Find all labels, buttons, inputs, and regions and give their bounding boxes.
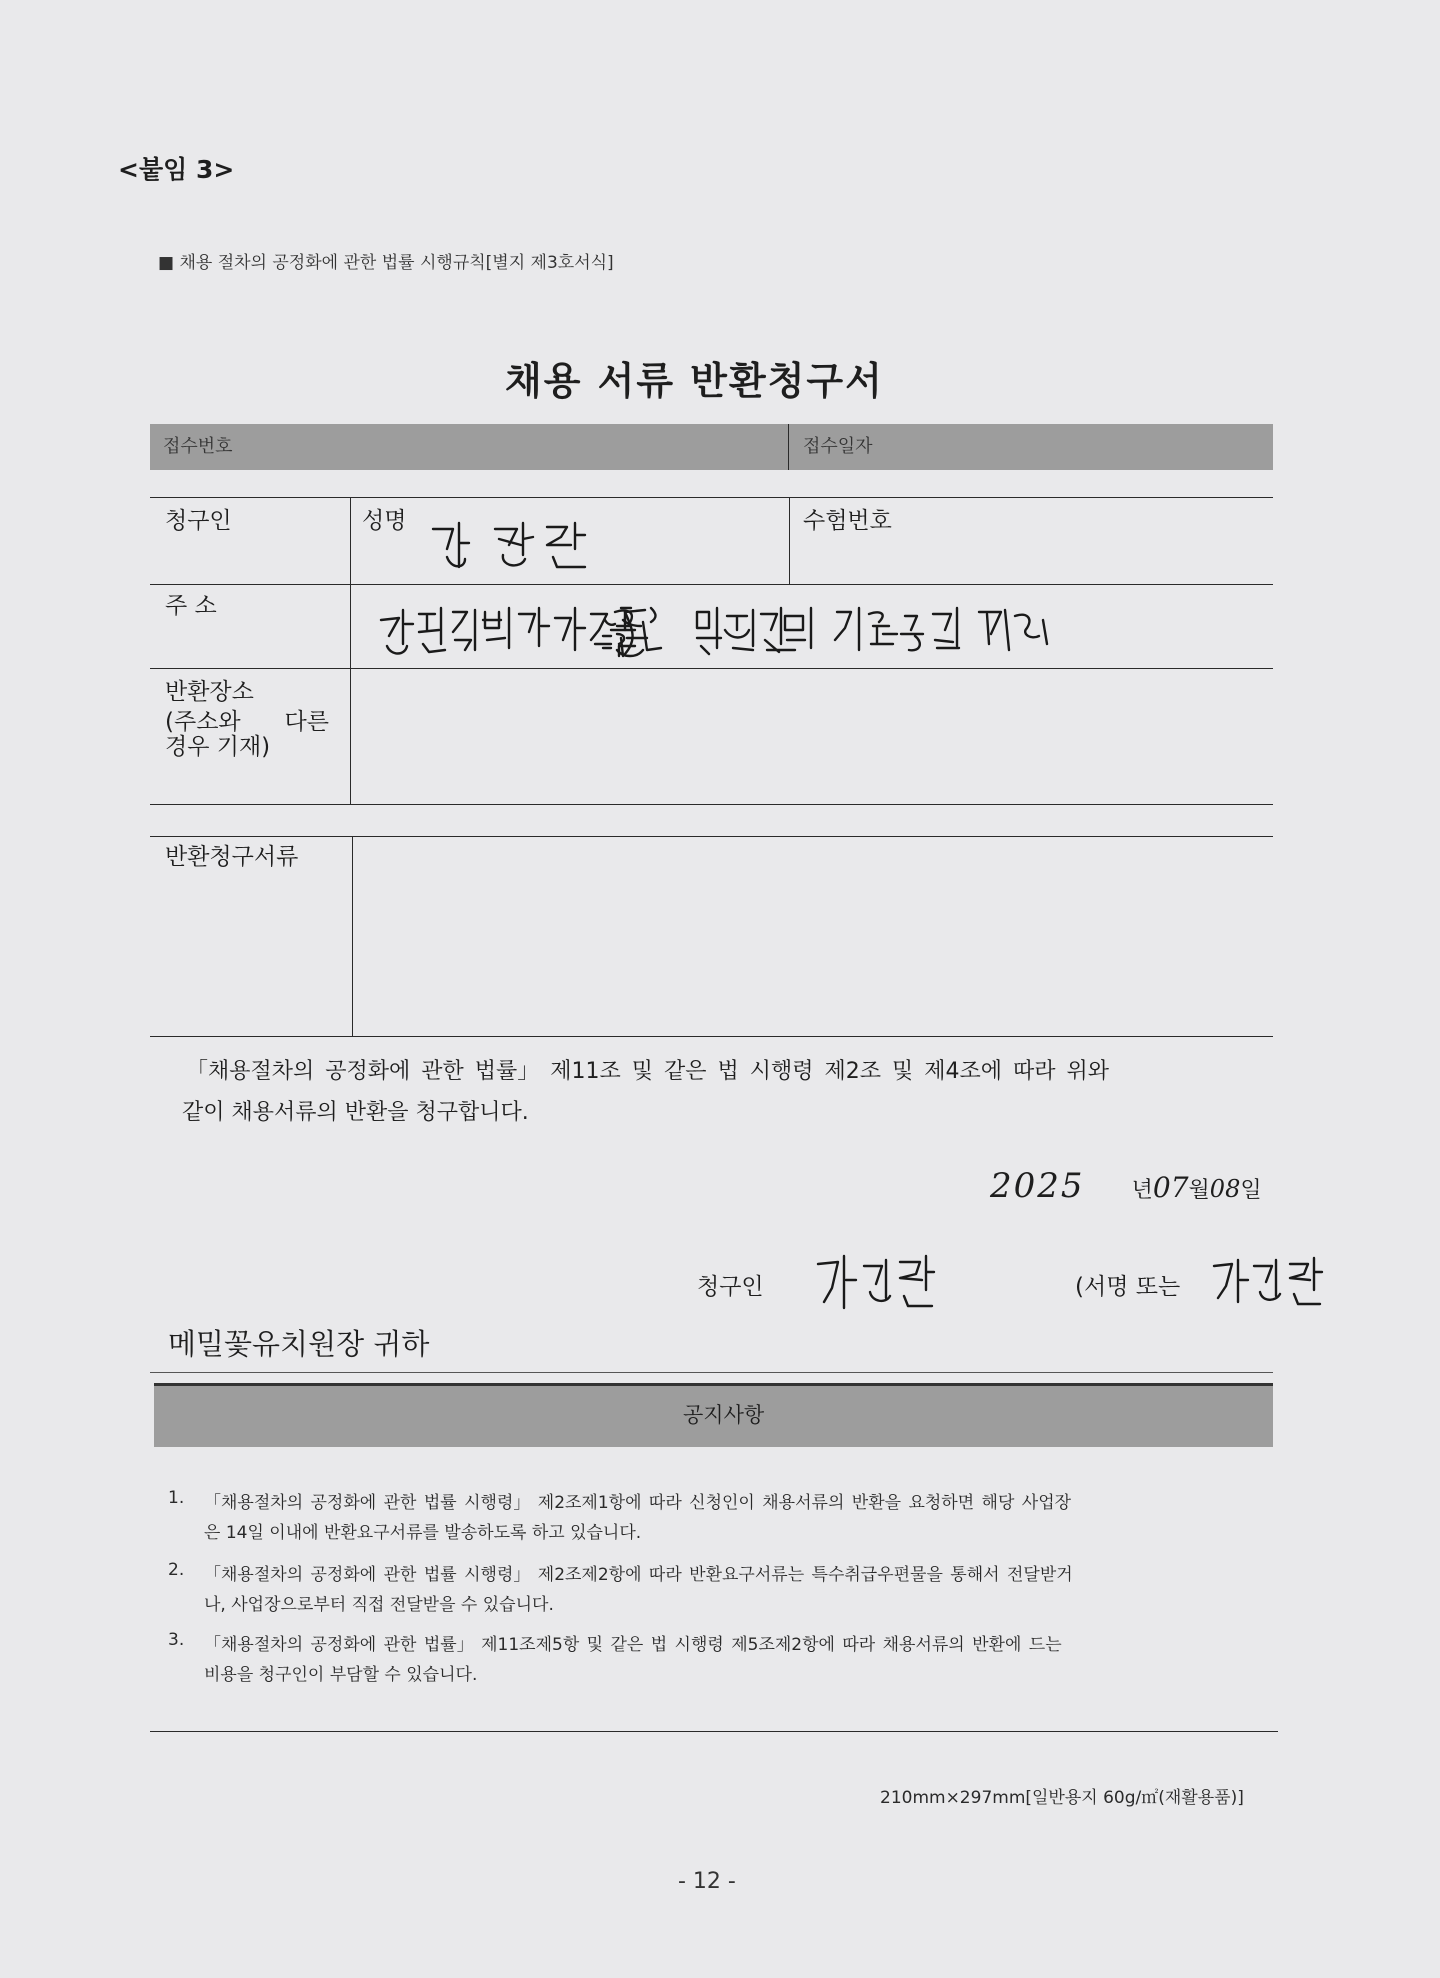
notice-item bbox=[168, 1488, 1278, 1560]
notice-item bbox=[168, 1630, 1278, 1700]
page-number: - 12 - bbox=[678, 1869, 736, 1894]
claimant-signature bbox=[812, 1250, 937, 1320]
date-month: 07 bbox=[1152, 1171, 1189, 1204]
table-line bbox=[150, 668, 1273, 669]
table-line bbox=[789, 497, 790, 584]
table-line bbox=[150, 584, 1273, 585]
notice-item-line-2: 나, 사업장으로부터 직접 전달받을 수 있습니다. bbox=[204, 1595, 554, 1615]
date-day: 08 bbox=[1209, 1175, 1241, 1203]
table-line bbox=[150, 497, 1273, 498]
notice-item bbox=[168, 1560, 1278, 1630]
date-month-suffix: 월 bbox=[1188, 1178, 1210, 1203]
date-day-suffix: 일 bbox=[1240, 1178, 1262, 1203]
notice-bottom-line bbox=[150, 1731, 1278, 1732]
form-title: 채용 서류 반환청구서 bbox=[505, 359, 884, 403]
date-year: 2025 bbox=[990, 1166, 1085, 1206]
claimant-label: 청구인 bbox=[165, 508, 232, 534]
name-label: 성명 bbox=[362, 508, 407, 534]
date-line bbox=[990, 1166, 1262, 1206]
table-line bbox=[150, 804, 1273, 805]
addressee: 메밀꽃유치원장 귀하 bbox=[168, 1327, 430, 1361]
return-place-label-3: 경우 기재) bbox=[165, 734, 271, 760]
notice-item-line-2: 비용을 청구인이 부담할 수 있습니다. bbox=[204, 1665, 478, 1685]
receipt-divider bbox=[788, 424, 789, 470]
paper-spec: 210mm×297mm[일반용지 60g/㎡(재활용품)] bbox=[880, 1788, 1244, 1808]
notice-item-line-1: 「채용절차의 공정화에 관한 법률」 제11조제5항 및 같은 법 시행령 제5조제2항에 따라 채용서류의 반환에 드는 bbox=[204, 1635, 1062, 1655]
handwritten-address bbox=[375, 600, 1065, 665]
notice-item-line-1: 「채용절차의 공정화에 관한 법률 시행령」 제2조제2항에 따라 반환요구서류는 특수취급우편물을 통해서 전달받거 bbox=[204, 1565, 1073, 1585]
notice-item-number: 1. bbox=[168, 1488, 185, 1508]
receipt-number-label: 접수번호 bbox=[163, 436, 233, 457]
table-line bbox=[350, 497, 351, 804]
notice-top-line bbox=[150, 1372, 1273, 1373]
notice-list bbox=[168, 1488, 1278, 1700]
legal-basis: ■ 채용 절차의 공정화에 관한 법률 시행규칙[별지 제3호서식] bbox=[158, 253, 614, 273]
signature-claimant-label: 청구인 bbox=[697, 1274, 764, 1300]
sign-or-seal-label: (서명 또는 bbox=[1075, 1274, 1181, 1300]
return-place-label-1: 반환장소 bbox=[165, 679, 254, 705]
table-line bbox=[352, 836, 353, 1036]
receipt-date-label: 접수일자 bbox=[803, 436, 873, 457]
statement-line-2: 같이 채용서류의 반환을 청구합니다. bbox=[182, 1100, 529, 1125]
return-place-label-2: (주소와 다른 bbox=[165, 709, 329, 735]
notice-header: 공지사항 bbox=[683, 1403, 765, 1427]
handwritten-name bbox=[425, 515, 605, 575]
receipt-row bbox=[150, 424, 1273, 470]
notice-item-number: 2. bbox=[168, 1560, 185, 1580]
exam-number-label: 수험번호 bbox=[803, 508, 892, 534]
sign-signature bbox=[1210, 1252, 1325, 1314]
documents-label: 반환청구서류 bbox=[165, 844, 299, 870]
table-line bbox=[150, 836, 1273, 837]
address-label: 주 소 bbox=[165, 593, 217, 619]
notice-item-number: 3. bbox=[168, 1630, 185, 1650]
notice-item-line-2: 은 14일 이내에 반환요구서류를 발송하도록 하고 있습니다. bbox=[204, 1523, 642, 1543]
date-year-suffix: 년 bbox=[1131, 1178, 1153, 1203]
statement-line-1: 「채용절차의 공정화에 관한 법률」 제11조 및 같은 법 시행령 제2조 및 제4조에 따라 위와 bbox=[186, 1059, 1109, 1084]
attachment-label: <붙임 3> bbox=[118, 155, 235, 184]
notice-item-line-1: 「채용절차의 공정화에 관한 법률 시행령」 제2조제1항에 따라 신청인이 채용서류의 반환을 요청하면 해당 사업장 bbox=[204, 1493, 1072, 1513]
table-line bbox=[150, 1036, 1273, 1037]
